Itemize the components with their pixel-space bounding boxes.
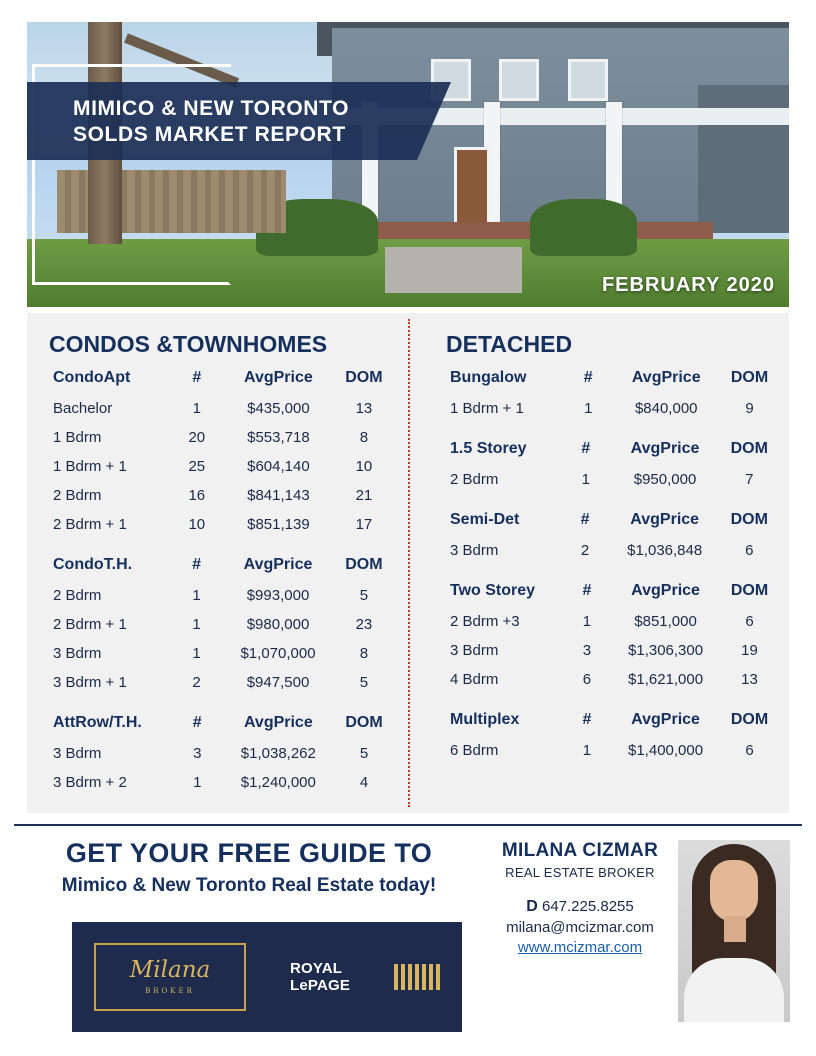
table-gap (27, 697, 408, 707)
column-header: # (192, 556, 201, 573)
column-header: AvgPrice (630, 440, 700, 457)
row-value: 21 (355, 487, 373, 504)
detached-column (410, 313, 789, 765)
table-header-row (446, 362, 778, 394)
row-value: 6 (745, 613, 754, 630)
condos-townhomes-tables (27, 362, 408, 797)
stats-table (49, 707, 393, 797)
stats-table (446, 362, 778, 423)
row-value: 7 (745, 471, 754, 488)
row-value: $841,143 (247, 487, 310, 504)
row-label: 2 Bdrm +3 (450, 613, 520, 630)
row-value: 1 (193, 774, 202, 791)
column-header: DOM (730, 511, 768, 528)
stats-table (446, 504, 778, 565)
table-row (49, 739, 393, 768)
report-title-line2: SOLDS MARKET REPORT (73, 123, 346, 146)
column-header: AttRow/T.H. (53, 714, 142, 731)
front-steps (385, 247, 522, 293)
condos-townhomes-title: CONDOS &TOWNHOMES (49, 331, 328, 357)
stats-table (446, 575, 778, 694)
row-value: $1,306,300 (628, 642, 704, 659)
row-value: 1 (192, 400, 201, 417)
row-label: 3 Bdrm (450, 542, 499, 559)
row-value: $1,070,000 (240, 645, 316, 662)
table-row (49, 581, 393, 610)
table-row (49, 639, 393, 668)
column-header: DOM (730, 369, 769, 386)
row-value: $1,400,000 (628, 742, 704, 759)
column-header: DOM (730, 440, 768, 457)
row-value: 4 (359, 774, 369, 791)
table-row (49, 768, 393, 797)
row-label: 2 Bdrm (450, 471, 499, 488)
row-value: $604,140 (247, 458, 310, 475)
row-value: 1 (582, 613, 592, 630)
table-row (49, 510, 393, 539)
column-header: DOM (345, 556, 383, 573)
row-value: 5 (359, 587, 369, 604)
row-value: $1,240,000 (240, 774, 316, 791)
row-value: $947,500 (246, 674, 310, 691)
row-value: 25 (188, 458, 206, 475)
stats-table (49, 549, 393, 697)
cta-subheadline: Mimico & New Toronto Real Estate today! (61, 875, 437, 896)
row-value: 8 (359, 645, 369, 662)
row-value: 1 (581, 471, 590, 488)
table-row (49, 610, 393, 639)
row-label: 3 Bdrm (450, 642, 499, 659)
milana-logo-name: Milana (129, 957, 211, 983)
row-value: $553,718 (247, 429, 310, 446)
stats-table (446, 433, 778, 494)
royal-lepage-logo (290, 960, 440, 994)
row-label: 3 Bdrm (53, 745, 102, 762)
row-label: 2 Bdrm + 1 (53, 616, 127, 633)
detached-title: DETACHED (446, 331, 573, 357)
row-value: 17 (355, 516, 373, 533)
hedge (530, 199, 637, 256)
row-value: 3 (193, 745, 202, 762)
window (499, 59, 539, 101)
hero-banner (27, 22, 789, 307)
table-gap (410, 423, 789, 433)
column-header: AvgPrice (243, 556, 313, 573)
column-header: DOM (730, 711, 769, 728)
condos-townhomes-column (27, 313, 408, 797)
column-header: AvgPrice (630, 511, 700, 528)
milana-logo-subtitle: BROKER (145, 987, 195, 995)
column-header: # (583, 369, 593, 386)
table-row (49, 481, 393, 510)
row-value: 13 (741, 671, 758, 688)
table-row (446, 665, 778, 694)
footer-divider (14, 824, 802, 826)
column-header: CondoApt (53, 369, 131, 386)
cta-headline: GET YOUR FREE GUIDE TO (65, 838, 433, 868)
row-value: 10 (188, 516, 206, 533)
row-value: 13 (355, 400, 373, 417)
row-value: 5 (359, 745, 369, 762)
row-value: 5 (359, 674, 369, 691)
row-label: 3 Bdrm + 2 (53, 774, 127, 791)
headshot-face (710, 860, 758, 922)
row-label: 4 Bdrm (450, 671, 499, 688)
row-value: 8 (359, 429, 369, 446)
column-header: Semi-Det (450, 511, 520, 528)
row-label: 3 Bdrm (53, 645, 102, 662)
detached-tables (410, 362, 789, 765)
row-label: 2 Bdrm (53, 487, 102, 504)
row-value: $980,000 (246, 616, 310, 633)
agent-website-link[interactable]: www.mcizmar.com (517, 939, 643, 956)
agent-contact-block (480, 840, 680, 957)
milana-logo (94, 943, 246, 1011)
row-label: 1 Bdrm + 1 (450, 400, 524, 417)
column-header: DOM (345, 714, 383, 731)
row-value: $851,139 (247, 516, 310, 533)
row-value: 20 (188, 429, 206, 446)
row-value: 23 (355, 616, 373, 633)
report-title (73, 96, 423, 148)
row-value: 6 (582, 671, 592, 688)
table-row (446, 536, 778, 565)
row-value: 1 (582, 742, 592, 759)
row-value: 6 (745, 742, 754, 759)
row-value: 10 (355, 458, 373, 475)
table-row (49, 452, 393, 481)
stats-table (49, 362, 393, 539)
row-value: 1 (192, 587, 201, 604)
royal-lepage-logo-text: ROYAL LePAGE (290, 960, 351, 994)
row-label: 3 Bdrm + 1 (53, 674, 127, 691)
table-header-row (49, 707, 393, 739)
column-header: # (580, 511, 590, 528)
brand-logo-box (72, 922, 462, 1032)
agent-email[interactable]: milana@mcizmar.com (506, 919, 654, 936)
table-header-row (446, 575, 778, 607)
table-header-row (446, 704, 778, 736)
row-value: 2 (192, 674, 201, 691)
column-header: # (582, 582, 592, 599)
row-value: $1,621,000 (628, 671, 704, 688)
column-header: # (192, 369, 202, 386)
row-value: $950,000 (633, 471, 697, 488)
column-header: # (582, 711, 592, 728)
front-door (454, 147, 490, 227)
row-value: 3 (582, 642, 592, 659)
report-date: FEBRUARY 2020 (601, 274, 775, 296)
row-value: $840,000 (634, 400, 698, 417)
royal-lepage-bars-icon (394, 964, 440, 990)
column-header: CondoT.H. (53, 556, 133, 573)
report-title-line1: MIMICO & NEW TORONTO (73, 97, 350, 120)
row-label: Bachelor (53, 400, 113, 417)
row-value: 1 (584, 400, 593, 417)
agent-phone-label: D (526, 898, 538, 915)
headshot-neck (724, 916, 746, 942)
table-row (49, 668, 393, 697)
table-row (446, 736, 778, 765)
stats-panel (27, 313, 789, 813)
column-header: 1.5 Storey (450, 440, 527, 457)
column-header: Bungalow (450, 369, 527, 386)
table-header-row (446, 504, 778, 536)
row-value: $851,000 (634, 613, 697, 630)
row-value: $1,038,262 (240, 745, 316, 762)
table-row (446, 607, 778, 636)
table-row (49, 394, 393, 423)
table-row (49, 423, 393, 452)
column-header: Multiplex (450, 711, 520, 728)
column-header: DOM (730, 582, 769, 599)
agent-phone-number: 647.225.8255 (541, 898, 634, 915)
column-header: Two Storey (450, 582, 536, 599)
table-header-row (446, 433, 778, 465)
row-label: 2 Bdrm + 1 (53, 516, 127, 533)
agent-name: MILANA CIZMAR (501, 840, 659, 861)
agent-headshot (678, 840, 790, 1022)
row-value: $993,000 (246, 587, 310, 604)
row-label: 1 Bdrm + 1 (53, 458, 127, 475)
agent-role: REAL ESTATE BROKER (505, 865, 655, 880)
row-value: $435,000 (247, 400, 310, 417)
table-gap (410, 494, 789, 504)
row-label: 1 Bdrm (53, 429, 102, 446)
table-gap (27, 539, 408, 549)
window (568, 59, 608, 101)
column-header: AvgPrice (243, 714, 313, 731)
table-row (446, 636, 778, 665)
table-header-row (49, 549, 393, 581)
table-gap (410, 565, 789, 575)
row-value: 1 (192, 616, 201, 633)
table-header-row (49, 362, 393, 394)
row-label: 2 Bdrm (53, 587, 102, 604)
column-header: AvgPrice (631, 369, 701, 386)
agent-phone (480, 898, 680, 916)
column-header: AvgPrice (631, 711, 700, 728)
row-value: 2 (580, 542, 590, 559)
row-label: 6 Bdrm (450, 742, 499, 759)
table-row (446, 465, 778, 494)
column-header: DOM (345, 369, 383, 386)
row-value: $1,036,848 (627, 542, 703, 559)
column-header: AvgPrice (631, 582, 700, 599)
cta-block (24, 838, 474, 897)
row-value: 9 (745, 400, 754, 417)
table-row (446, 394, 778, 423)
column-header: AvgPrice (244, 369, 313, 386)
row-value: 16 (188, 487, 206, 504)
column-header: # (192, 714, 202, 731)
column-header: # (581, 440, 591, 457)
row-value: 6 (745, 542, 754, 559)
table-gap (410, 694, 789, 704)
stats-table (446, 704, 778, 765)
row-value: 1 (192, 645, 201, 662)
row-value: 19 (741, 642, 758, 659)
headshot-body (684, 958, 784, 1022)
